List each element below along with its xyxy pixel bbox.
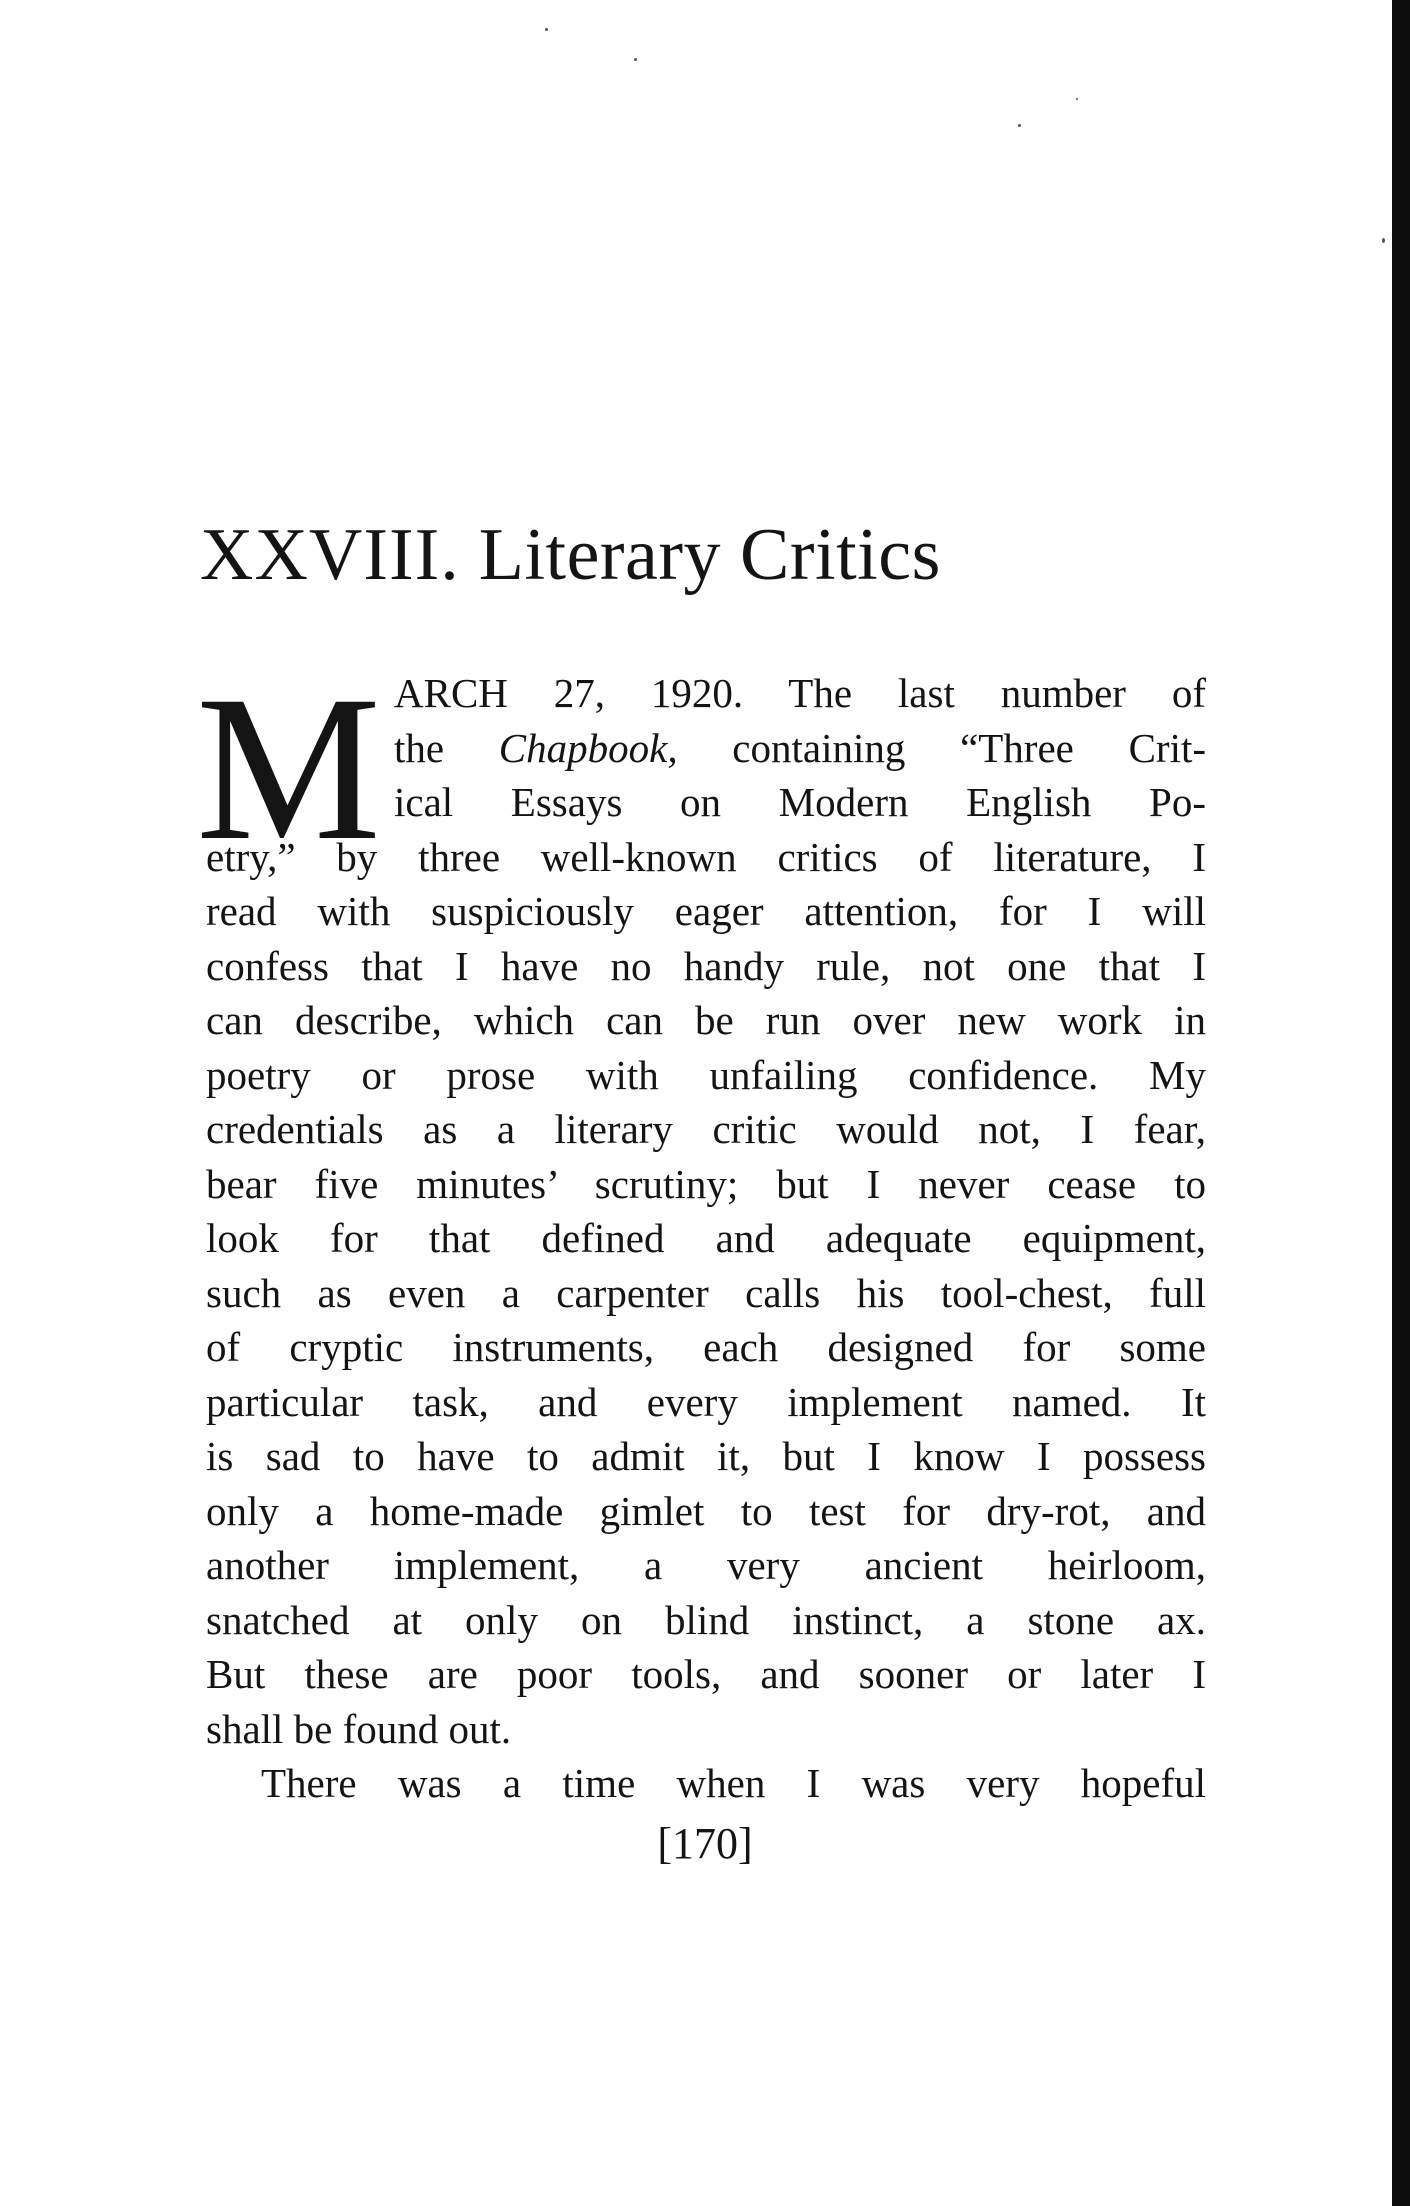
dust-speck — [1076, 98, 1078, 100]
text-line: snatched at only on blind instinct, a stone ax. — [206, 1596, 1206, 1643]
body-text — [206, 666, 1206, 1811]
text-line: can describe, which can be run over new work in — [206, 997, 1206, 1043]
page-number: [170] — [657, 1819, 753, 1868]
chapter-title-text: Literary Critics — [478, 514, 941, 596]
text-line: There was a time when I was very hopeful — [261, 1760, 1206, 1806]
dust-speck — [1382, 238, 1385, 243]
text-line: But these are poor tools, and sooner or later I — [206, 1651, 1206, 1697]
text-line: bear five minutes’ scrutiny; but I never cease to — [206, 1160, 1206, 1207]
drop-cap: M — [196, 653, 381, 883]
text-line: credentials as a literary critic would not, I fear, — [206, 1106, 1206, 1152]
text-line: such as even a carpenter calls his tool-chest, full — [206, 1269, 1206, 1316]
text-line: particular task, and every implement named. It — [206, 1378, 1206, 1425]
dust-speck — [545, 28, 548, 31]
text-line: of cryptic instruments, each designed for some — [206, 1324, 1206, 1370]
text-line: shall be found out. — [206, 1705, 512, 1752]
dust-speck — [1018, 124, 1021, 127]
text-line: read with suspiciously eager attention, for I will — [206, 888, 1206, 934]
scan-edge-shadow — [1392, 0, 1410, 2206]
italic-title: Chapbook, — [498, 724, 678, 771]
text-line: is sad to have to admit it, but I know I possess — [206, 1433, 1206, 1479]
text-line: confess that I have no handy rule, not one that I — [206, 942, 1206, 989]
chapter-title — [200, 514, 1210, 596]
dust-speck — [634, 58, 637, 61]
chapter-number: XXVIII. — [200, 514, 460, 596]
text-line: another implement, a very ancient heirloom, — [206, 1542, 1206, 1588]
text-line: poetry or prose with unfailing confidence. My — [206, 1051, 1206, 1098]
text-line: the Chapbook, containing “Three Crit- — [394, 724, 1206, 771]
text-line: look for that defined and adequate equipment, — [206, 1215, 1206, 1261]
text-line: ical Essays on Modern English Po- — [394, 779, 1206, 825]
text-line: ARCH 27, 1920. The last number of — [394, 670, 1206, 716]
text-line: only a home-made gimlet to test for dry-rot, and — [206, 1487, 1206, 1534]
text-line: etry,” by three well-known critics of literature, I — [206, 833, 1206, 880]
